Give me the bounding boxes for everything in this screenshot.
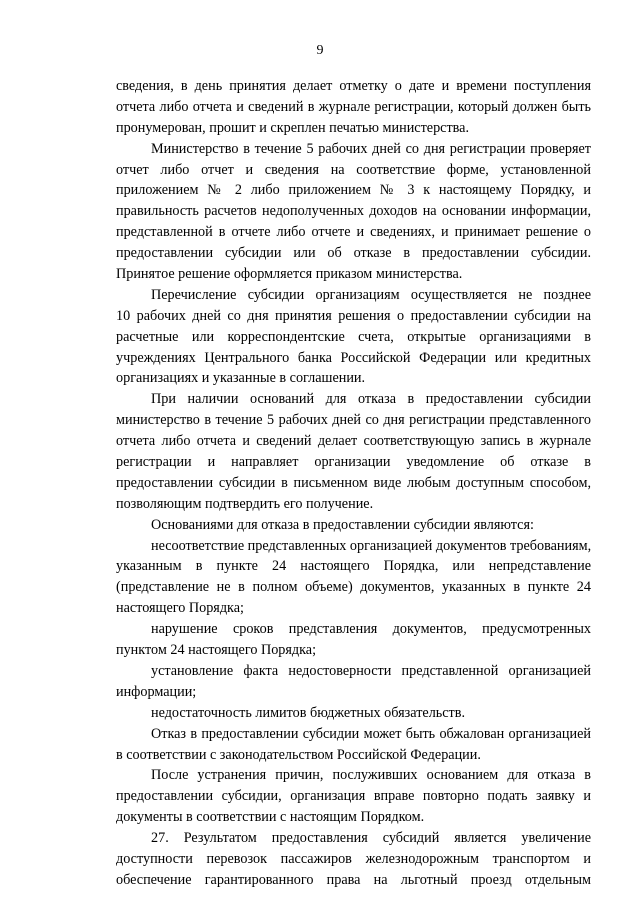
- text-line: предоставлении субсидии в письменном виде любым доступным способом,: [116, 474, 591, 491]
- text-line: При наличии оснований для отказа в предоставлении субсидии: [151, 391, 591, 408]
- text-line: организациях и указанные в соглашении.: [116, 370, 366, 387]
- text-line: несоответствие представленных организацией документов требованиям,: [151, 537, 591, 554]
- text-line: пронумерован, прошит и скреплен печатью министерства.: [116, 119, 470, 136]
- text-line: правильность расчетов недополученных доходов на основании информации,: [116, 203, 591, 220]
- document-body: [116, 76, 591, 891]
- text-line: Основаниями для отказа в предоставлении субсидии являются:: [151, 516, 534, 533]
- text-line: указанным в пункте 24 настоящего Порядка, или непредставление: [116, 558, 591, 575]
- text-line: позволяющим подтвердить его получение.: [116, 495, 374, 512]
- text-line: министерство в течение 5 рабочих дней со дня регистрации представленного: [116, 412, 591, 429]
- text-line: После устранения причин, послуживших основанием для отказа в: [151, 767, 591, 784]
- text-line: информации;: [116, 683, 197, 700]
- text-line: сведения, в день принятия делает отметку о дате и времени поступления: [116, 78, 591, 94]
- text-line: недостаточность лимитов бюджетных обязательств.: [151, 704, 465, 721]
- page-number: 9: [316, 43, 324, 58]
- text-line: установление факта недостоверности представленной организацией: [151, 662, 591, 679]
- text-line: Перечисление субсидии организациям осуществляется не позднее: [151, 286, 591, 303]
- text-line: отчета либо отчета и сведений делает соответствующую запись в журнале: [116, 433, 591, 450]
- text-line: Принятое решение оформляется приказом министерства.: [116, 266, 463, 283]
- text-line: Отказ в предоставлении субсидии может быть обжалован организацией: [151, 725, 591, 742]
- text-line: отчет либо отчет и сведения на соответствие форме, установленной: [116, 161, 591, 178]
- text-line: учреждениях Центрального банка Российской Федерации или кредитных: [116, 349, 591, 366]
- text-line: пунктом 24 настоящего Порядка;: [116, 642, 317, 659]
- text-line: отчета либо отчета и сведений в журнале регистрации, который должен быть: [116, 98, 591, 115]
- text-line: обеспечение гарантированного права на льготный проезд отдельным: [116, 871, 591, 888]
- text-line: доступности перевозок пассажиров железнодорожным транспортом и: [116, 850, 591, 867]
- text-line: нарушение сроков представления документов, предусмотренных: [151, 621, 591, 638]
- text-line: предоставлении субсидии или об отказе в предоставлении субсидии.: [116, 245, 591, 262]
- text-line: настоящего Порядка;: [116, 600, 244, 617]
- text-line: расчетные или корреспондентские счета, открытые организациями в: [116, 328, 591, 345]
- text-line: 27. Результатом предоставления субсидий является увеличение: [151, 830, 591, 847]
- text-line: предоставлении субсидии, организация вправе повторно подать заявку и: [116, 788, 591, 805]
- text-line: документы в соответствии с настоящим Порядком.: [116, 809, 425, 826]
- text-line: Министерство в течение 5 рабочих дней со дня регистрации проверяет: [151, 140, 591, 157]
- text-line: приложением № 2 либо приложением № 3 к настоящему Порядку, и: [116, 182, 591, 199]
- text-line: 10 рабочих дней со дня принятия решения о предоставлении субсидии на: [116, 307, 591, 324]
- text-line: регистрации и направляет организации уведомление об отказе в: [116, 454, 591, 471]
- text-line: в соответствии с законодательством Российской Федерации.: [116, 746, 481, 763]
- text-line: представленной в отчете либо отчете и сведениях, и принимает решение о: [116, 224, 591, 241]
- text-line: (представление не в полном объеме) документов, указанных в пункте 24: [116, 579, 591, 596]
